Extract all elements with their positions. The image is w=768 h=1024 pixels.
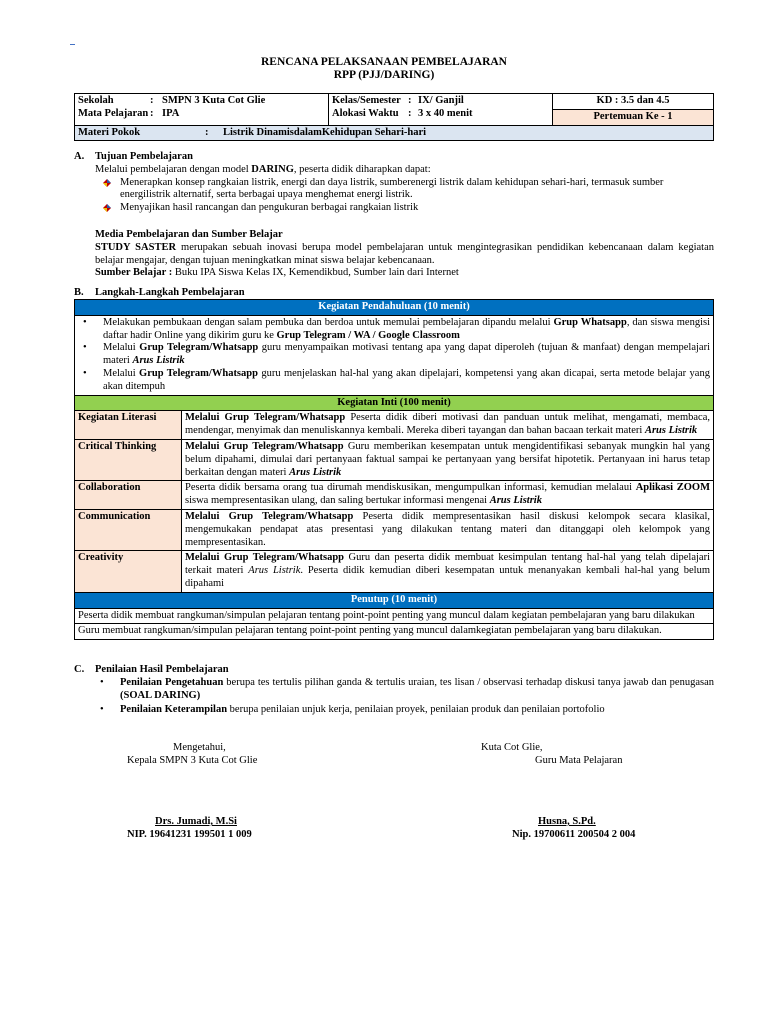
school-cell: Sekolah : SMPN 3 Kuta Cot Glie Mata Pelajaran : IPA: [75, 94, 329, 126]
mapel-label: Mata Pelajaran: [78, 107, 149, 119]
doc-subtitle: RPP (PJJ/DARING): [333, 69, 435, 81]
mapel-value: IPA: [162, 107, 180, 119]
section-b: B. Langkah-Langkah Pembelajaran: [74, 287, 245, 298]
phase-communication: Communication: [75, 509, 182, 550]
creativity-text: Melalui Grup Telegram/Whatsapp Guru dan peserta didik membuat kesimpulan tentang hal-hal yang telah dipelajari terkait materi Arus Listrik. Peserta didik kemudian diberi kesempatan untuk menanyakan kembali hal-hal yang belum dipahami: [182, 551, 714, 592]
penutup-bar: Penutup (10 menit): [75, 592, 714, 608]
steps-table: [74, 299, 714, 640]
list-item: • Melakukan pembukaan dengan salam pembuka dan berdoa untuk memulai pembelajaran dipandu melalui Grup Whatsapp, dan siswa mengisi daftar hadir Online yang dikirim guru ke Grup Telegram / WA / Google Classroom: [83, 316, 710, 341]
kd-value: KD : 3.5 dan 4.5: [553, 94, 713, 110]
list-item: Menyajikan hasil rancangan dan pengukuran berbagai rangkaian listrik: [95, 202, 714, 215]
sign-right-l1: Kuta Cot Glie,: [481, 742, 543, 753]
penutup-text-1: Peserta didik membuat rangkuman/simpulan pelajaran tentang point-point penting yang muncul dalam kegiatan pembelajaran yang baru dilakukan: [75, 608, 714, 624]
pertemuan-value: Pertemuan Ke - 1: [553, 110, 713, 125]
section-b-heading: Langkah-Langkah Pembelajaran: [95, 287, 245, 298]
assessment-list: [74, 677, 714, 717]
kelas-label: Kelas/Semester: [332, 95, 401, 106]
bullet-icon: •: [100, 704, 104, 716]
sign-left-l1: Mengetahui,: [173, 742, 226, 753]
list-item: Menerapkan konsep rangkaian listrik, energi dan daya listrik, sumberenergi listrik dalam kehidupan sehari-hari, termasuk sumber energilistrik alternatif, serta berbagai upaya menghemat energi listrik.: [95, 177, 714, 203]
sign-left-l2: Kepala SMPN 3 Kuta Cot Glie: [127, 755, 258, 766]
doc-title: RENCANA PELAKSANAAN PEMBELAJARAN: [261, 56, 507, 68]
list-item: • Penilaian Keterampilan berupa penilaian unjuk kerja, penilaian proyek, penilaian produk dan penilaian portofolio: [100, 704, 605, 716]
critical-text: Melalui Grup Telegram/Whatsapp Guru memberikan kesempatan untuk mengidentifikasi sebanyak mungkin hal yang belum dipahami, dimulai dari pertanyaan faktual sampai ke pertanyaan yang bersifat hipotetik. Pertanyaan ini harus tetap berkaitan dengan materi Arus Listrik: [182, 439, 714, 480]
table-row: [75, 439, 714, 480]
literasi-text: Melalui Grup Telegram/Whatsapp Peserta didik diberi motivasi dan panduan untuk melihat, mengamati, membaca, mendengar, menyimak dan menuliskannya kembali. Mereka diberi tayangan dan bahan bacaan terkait materi Arus Listrik: [182, 411, 714, 440]
penutup-text-2: Guru membuat rangkuman/simpulan pelajaran tentang point-point penting yang muncul dalamkegiatan pembelajaran yang baru dilakukan.: [75, 624, 714, 640]
pendahuluan-cell: [75, 315, 714, 395]
communication-text: Melalui Grup Telegram/Whatsapp Peserta didik mempresentasikan hasil diskusi kelompok secara klasikal, mengemukakan pendapat atas presentasi yang dilakukan tentang materi dan ditanggapi oleh kelompok yang mempresentasikan.: [182, 509, 714, 550]
identity-table: [74, 93, 714, 141]
phase-literasi: Kegiatan Literasi: [75, 411, 182, 440]
sign-right-nip: Nip. 19700611 200504 2 004: [512, 829, 636, 840]
table-row: [75, 481, 714, 510]
bullet-icon: •: [100, 676, 104, 688]
table-row: [75, 509, 714, 550]
list-item: • Penilaian Pengetahuan berupa tes tertulis pilihan ganda & tertulis uraian, tes lisan / observasi terhadap diskusi tanya jawab dan penugasan (SOAL DARING): [100, 676, 714, 701]
bullet-icon: •: [83, 342, 87, 354]
materi-label: Materi Pokok: [78, 126, 141, 138]
sign-right-name: Husna, S.Pd.: [538, 816, 596, 827]
sekolah-label: Sekolah: [78, 95, 114, 106]
phase-critical: Critical Thinking: [75, 439, 182, 480]
class-cell: Kelas/Semester : IX/ Ganjil Alokasi Waktu : 3 x 40 menit: [329, 94, 553, 126]
materi-row: Materi Pokok : Listrik DinamisdalamKehidupan Sehari-hari: [75, 125, 714, 141]
diamond-bullet-icon: [103, 179, 111, 187]
phase-collaboration: Collaboration: [75, 481, 182, 510]
materi-value: Listrik DinamisdalamKehidupan Sehari-hari: [223, 126, 427, 138]
kelas-value: IX/ Ganjil: [418, 95, 464, 106]
collaboration-text: Peserta didik bersama orang tua dirumah mendiskusikan, mengumpulkan informasi, kemudian melalaui Aplikasi ZOOM siswa mempresentasikan ulang, dan saling bertukar informasi mengenai Arus Listrik: [182, 481, 714, 510]
diamond-bullet-icon: [103, 204, 111, 212]
sign-right-l2: Guru Mata Pelajaran: [535, 755, 623, 766]
media-heading: Media Pembelajaran dan Sumber Belajar: [95, 228, 283, 240]
alokasi-label: Alokasi Waktu: [332, 107, 399, 119]
sign-left-nip: NIP. 19641231 199501 1 009: [127, 829, 252, 840]
section-a-heading: Tujuan Pembelajaran: [95, 151, 193, 162]
kd-cell: [553, 94, 714, 126]
bullet-icon: •: [83, 367, 87, 379]
inti-bar: Kegiatan Inti (100 menit): [75, 395, 714, 411]
sumber-belajar: Sumber Belajar : Buku IPA Siswa Kelas IX, Kemendikbud, Sumber lain dari Internet: [95, 267, 459, 279]
section-c-heading: Penilaian Hasil Pembelajaran: [95, 664, 229, 675]
section-c: C. Penilaian Hasil Pembelajaran • Penilaian Pengetahuan berupa tes tertulis pilihan ganda & tertulis uraian, tes lisan / observasi terhadap diskusi tanya jawab dan penugasan (SOAL DARING) • Penilaian Keterampilan berupa penilaian unjuk kerja, penilaian proyek, penilaian produk dan penilaian portofolio: [74, 664, 714, 716]
goal-list: [74, 177, 714, 215]
study-paragraph: STUDY SASTER merupakan sebuah inovasi berupa model pembelajaran untuk mengintegrasikan pendidikan kebencanaan dalam kegiatan belajar mengajar, dengan tujuan meningkatkan minat siswa belajar kebencanaan.: [95, 241, 714, 266]
sekolah-value: SMPN 3 Kuta Cot Glie: [162, 95, 266, 106]
phase-creativity: Creativity: [75, 551, 182, 592]
pendahuluan-bar: Kegiatan Pendahuluan (10 menit): [75, 300, 714, 316]
sign-left-name: Drs. Jumadi, M.Si: [155, 816, 237, 827]
list-item: • Melalui Grup Telegram/Whatsapp guru menyampaikan motivasi tentang apa yang dapat diperoleh (tujuan & manfaat) dengan mempelajari materi Arus Listrik: [83, 342, 710, 367]
table-row: [75, 411, 714, 440]
alokasi-value: 3 x 40 menit: [418, 107, 473, 119]
section-a-intro: Melalui pembelajaran dengan model DARING, peserta didik diharapkan dapat:: [95, 163, 431, 175]
bullet-icon: •: [83, 316, 87, 328]
section-a: A. Tujuan Pembelajaran Melalui pembelajaran dengan model DARING, peserta didik diharapkan dapat: Menerapkan konsep rangkaian listrik, energi dan daya listrik, sumberenergi listrik dalam kehidupan sehari-hari, termasuk sumber energilistrik alternatif, serta berbagai upaya menghemat energi listrik. Menyajikan hasil rancangan dan pengukuran berbagai rangkaian listrik Media Pembelajaran dan Sumber Belajar STUDY SASTER merupakan sebuah inovasi berupa model pembelajaran untuk mengintegrasikan pendidikan kebencanaan dalam kegiatan belajar mengajar, dengan tujuan meningkatkan minat siswa belajar kebencanaan. Sumber Belajar : Buku IPA Siswa Kelas IX, Kemendikbud, Sumber lain dari Internet: [74, 151, 714, 279]
page-mark: [70, 44, 75, 45]
list-item: • Melalui Grup Telegram/Whatsapp guru menjelaskan hal-hal yang akan dipelajari, kompetensi yang akan dicapai, serta metode belajar yang akan ditempuh: [83, 367, 710, 392]
table-row: [75, 551, 714, 592]
